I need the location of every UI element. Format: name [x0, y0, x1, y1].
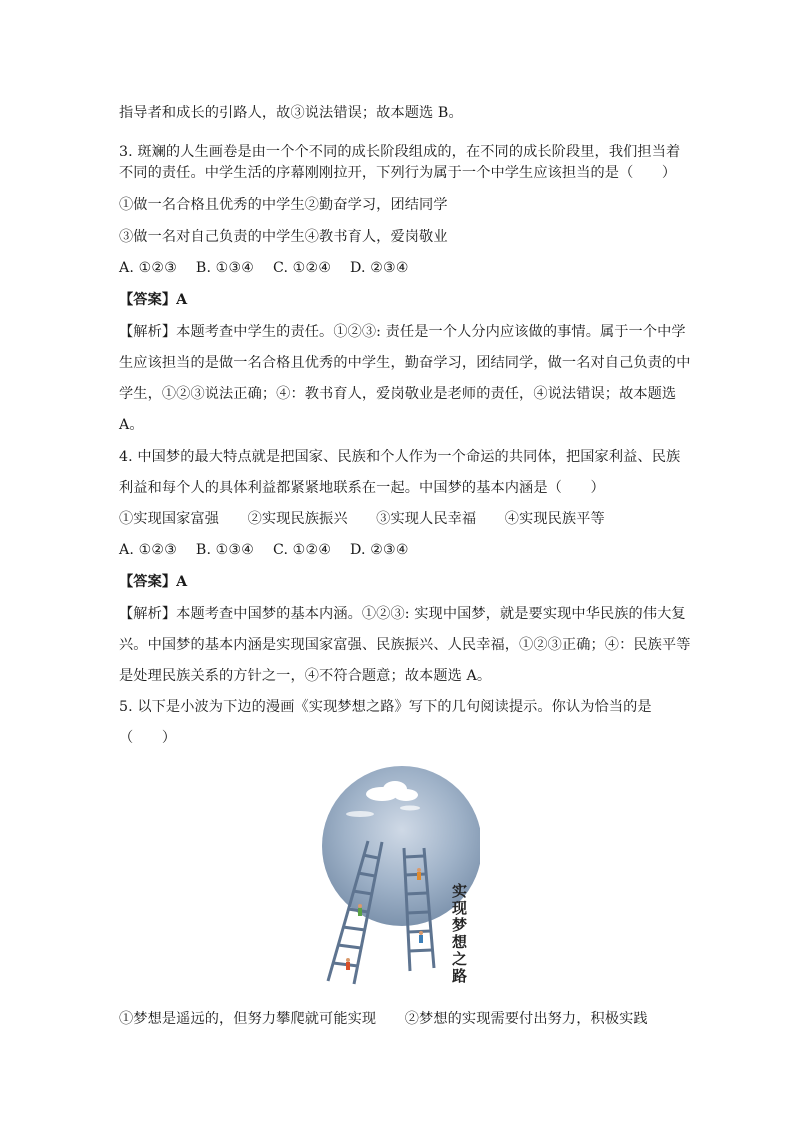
- question-4-line-2: 利益和每个人的具体利益都紧紧地联系在一起。中国梦的基本内涵是（ ）: [119, 480, 605, 496]
- caption-char: 想: [452, 933, 468, 951]
- question-4-analysis-3: 是处理民族关系的方针之一，④不符合题意；故本题选 A。: [119, 668, 492, 684]
- question-3-analysis-2: 生应该担当的是做一名合格且优秀的中学生，勤奋学习，团结同学，做一名对自己负责的中: [119, 355, 691, 371]
- caption-char: 之: [452, 950, 468, 968]
- question-4-statements: ①实现国家富强 ②实现民族振兴 ③实现人民幸福 ④实现民族平等: [119, 511, 605, 527]
- question-3-statements-1: ①做一名合格且优秀的中学生②勤奋学习，团结同学: [119, 197, 448, 213]
- question-4-answer: 【答案】A: [119, 574, 188, 590]
- question-4-analysis-2: 兴。中国梦的基本内涵是实现国家富强、民族振兴、人民幸福，①②③正确；④：民族平等: [119, 637, 691, 653]
- question-5-line-1: 5. 以下是小波为下边的漫画《实现梦想之路》写下的几句阅读提示。你认为恰当的是: [119, 699, 652, 715]
- question-4-analysis-1: 【解析】本题考查中国梦的基本内涵。①②③: 实现中国梦，就是要实现中华民族的伟大复: [119, 606, 686, 622]
- person-icon: [358, 904, 362, 916]
- caption-char: 梦: [452, 916, 468, 934]
- question-3-line-2: 不同的责任。中学生活的序幕刚刚拉开，下列行为属于一个中学生应该担当的是（ ）: [119, 165, 677, 181]
- question-5-statements: ①梦想是遥远的，但努力攀爬就可能实现 ②梦想的实现需要付出努力，积极实践: [119, 1011, 648, 1027]
- question-3-line-1: 3. 斑斓的人生画卷是由一个个不同的成长阶段组成的，在不同的成长阶段里，我们担当着: [119, 144, 681, 160]
- question-4-options: A. ①②③ B. ①③④ C. ①②④ D. ②③④: [119, 542, 409, 558]
- caption-char: 现: [452, 899, 468, 917]
- question-5-line-2: （ ）: [119, 730, 177, 746]
- question-3-options: A. ①②③ B. ①③④ C. ①②④ D. ②③④: [119, 260, 409, 276]
- question-3-analysis-1: 【解析】本题考查中学生的责任。①②③: 责任是一个人分内应该做的事情。属于一个中学: [119, 324, 686, 340]
- question-3-statements-2: ③做一名对自己负责的中学生④教书育人，爱岗敬业: [119, 229, 448, 245]
- question-3-analysis-4: A。: [119, 417, 144, 433]
- cartoon-caption: [451, 882, 468, 985]
- cartoon-illustration: [320, 756, 480, 986]
- question-3-analysis-3: 学生，①②③说法正确；④：教书育人，爱岗敬业是老师的责任，④说法错误；故本题选: [119, 386, 677, 402]
- text-line-1: 指导者和成长的引路人，故③说法错误；故本题选 B。: [119, 105, 463, 121]
- question-3-answer: 【答案】A: [119, 292, 188, 308]
- question-4-line-1: 4. 中国梦的最大特点就是把国家、民族和个人作为一个命运的共同体，把国家利益、民族: [119, 449, 681, 465]
- person-icon: [346, 958, 350, 970]
- person-icon: [417, 868, 421, 880]
- caption-char: 路: [452, 967, 468, 985]
- person-icon: [419, 931, 423, 943]
- caption-char: 实: [452, 882, 468, 900]
